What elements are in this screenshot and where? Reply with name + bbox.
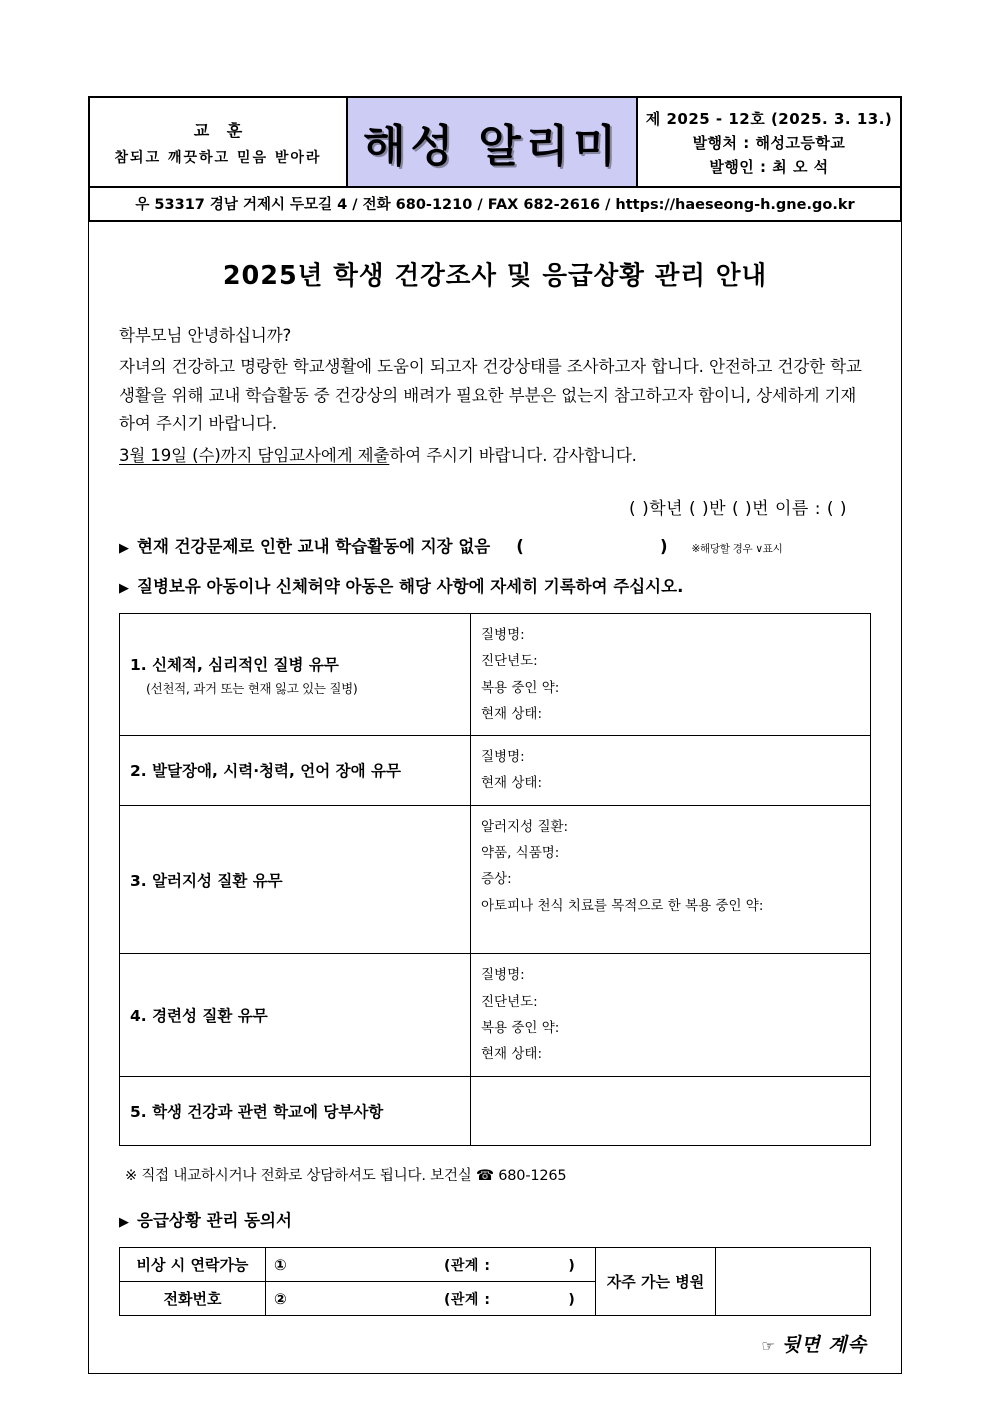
- row4-fields[interactable]: [471, 954, 871, 1076]
- health-office-note: ※ 직접 내교하시거나 전화로 상담하셔도 됩니다. 보건실 ☎ 680-1265: [125, 1168, 567, 1185]
- emergency-contact-1[interactable]: [266, 1248, 596, 1282]
- row3-fields[interactable]: [471, 805, 871, 954]
- motto-title: 교 훈: [193, 120, 249, 140]
- continue-text: 뒷면 계속: [781, 1334, 867, 1357]
- triangle-right-icon: ▶: [119, 540, 129, 556]
- field-line[interactable]: 복용 중인 약:: [481, 1019, 560, 1036]
- row-label: [120, 736, 471, 806]
- consent-section-heading: [119, 1207, 871, 1231]
- motto-text: 참되고 깨끗하고 믿음 받아라: [114, 149, 322, 166]
- field-line[interactable]: 진단년도:: [481, 993, 538, 1010]
- entry2-number: ②: [274, 1289, 287, 1308]
- issuer: 발행인 : 최 오 석: [709, 157, 829, 176]
- row2-fields[interactable]: [471, 736, 871, 806]
- intro-paragraph: 자녀의 건강하고 명랑한 학교생활에 도움이 되고자 건강상태를 조사하고자 합니다. 안전하고 건강한 학교생활을 위해 교내 학습활동 중 건강상의 배려가 필요한 부분은 없는지 참고하고자 함이니, 상세하게 기재하여 주시기 바랍니다.: [119, 357, 862, 434]
- emergency-label-line2: 전화번호: [120, 1282, 266, 1316]
- school-address-bar: 우 53317 경남 거제시 두모길 4 / 전화 680-1210 / FAX 682-2616 / https://haeseong-h.gne.go.kr: [88, 188, 902, 222]
- issue-number: 제 2025 - 12호 (2025. 3. 13.): [645, 109, 893, 128]
- table-row: [120, 1248, 871, 1282]
- field-line[interactable]: 진단년도:: [481, 653, 538, 670]
- entry1-number: ①: [274, 1255, 287, 1274]
- field-spacer: [481, 919, 860, 945]
- deadline-rest: 하여 주시기 바랍니다. 감사합니다.: [389, 445, 637, 465]
- bullet1-note: ※해당할 경우 ∨표시: [691, 542, 783, 555]
- hospital-value-field[interactable]: [716, 1248, 871, 1316]
- health-survey-table: [119, 613, 871, 1146]
- newsletter-page: [88, 96, 902, 1374]
- row3-label: 3. 알러지성 질환 유무: [130, 871, 283, 890]
- row-label: [120, 613, 471, 735]
- field-line[interactable]: 아토피나 천식 치료를 목적으로 한 복용 중인 약:: [481, 897, 764, 914]
- emergency-contact-2[interactable]: [266, 1282, 596, 1316]
- bullet-no-health-issue: [119, 533, 871, 557]
- bullet1-text: 현재 건강문제로 인한 교내 학습활동에 지장 없음: [137, 536, 491, 556]
- row-label: [120, 954, 471, 1076]
- field-line[interactable]: 질병명:: [481, 749, 525, 766]
- row-label: [120, 1076, 471, 1146]
- deadline-underlined: 3월 19일 (수)까지 담임교사에게 제출: [119, 445, 390, 465]
- field-line[interactable]: 질병명:: [481, 626, 525, 643]
- field-line[interactable]: 알러지성 질환:: [481, 818, 569, 835]
- row1-fields[interactable]: [471, 613, 871, 735]
- bullet2-text: 질병보유 아동이나 신체허약 아동은 해당 사항에 자세히 기록하여 주십시오.: [137, 576, 684, 596]
- row5-label: 5. 학생 건강과 관련 학교에 당부사항: [130, 1102, 384, 1121]
- field-line[interactable]: 현재 상태:: [481, 1046, 543, 1063]
- emergency-contact-table: [119, 1247, 871, 1316]
- newsletter-banner: [348, 98, 638, 186]
- triangle-right-icon: ▶: [119, 580, 129, 596]
- field-line[interactable]: 약품, 식품명:: [481, 845, 560, 862]
- triangle-right-icon: ▶: [119, 1215, 129, 1231]
- row1-sublabel: (선천적, 과거 또는 현재 잃고 있는 질병): [146, 680, 358, 696]
- field-line[interactable]: 질병명:: [481, 967, 525, 984]
- table-row: [120, 954, 871, 1076]
- consent-heading-text: 응급상황 관리 동의서: [137, 1211, 292, 1231]
- page-title: 2025년 학생 건강조사 및 응급상황 관리 안내: [222, 261, 768, 291]
- publisher: 발행처 : 해성고등학교: [692, 133, 846, 152]
- relation-field-2[interactable]: (관계 : ): [444, 1291, 576, 1308]
- student-id-line: ( )학년 ( )반 ( )번 이름 : ( ): [629, 498, 847, 519]
- table-row: [120, 736, 871, 806]
- row5-fields[interactable]: [471, 1076, 871, 1146]
- checkbox-field[interactable]: ( ): [516, 536, 680, 556]
- emergency-label-line1: 비상 시 연락가능: [120, 1248, 266, 1282]
- row4-label: 4. 경련성 질환 유무: [130, 1006, 268, 1025]
- continued-on-back-note: [119, 1330, 867, 1357]
- field-line[interactable]: 현재 상태:: [481, 705, 543, 722]
- row-label: [120, 805, 471, 954]
- table-row: [120, 613, 871, 735]
- pointing-hand-icon: ☞: [761, 1337, 776, 1356]
- field-line[interactable]: 증상:: [481, 871, 512, 888]
- field-line[interactable]: 현재 상태:: [481, 775, 543, 792]
- masthead: [88, 96, 902, 188]
- relation-field-1[interactable]: (관계 : ): [444, 1257, 576, 1274]
- issue-info-cell: [638, 98, 900, 186]
- table-row: [120, 805, 871, 954]
- bullet-record-instruction: [119, 573, 871, 597]
- intro-text: [119, 322, 871, 470]
- intro-greeting: 학부모님 안녕하십니까?: [119, 326, 292, 345]
- field-line[interactable]: 복용 중인 약:: [481, 679, 560, 696]
- field-spacer: [481, 1085, 860, 1111]
- field-spacer: [481, 1111, 860, 1137]
- document-body: [88, 222, 902, 1374]
- intro-deadline: [119, 442, 871, 470]
- banner-title: 해성 알리미: [363, 121, 621, 172]
- row2-label: 2. 발달장애, 시력·청력, 언어 장애 유무: [130, 762, 401, 781]
- table-row: [120, 1076, 871, 1146]
- row1-label: 1. 신체적, 심리적인 질병 유무: [130, 655, 339, 674]
- school-motto-cell: [90, 98, 348, 186]
- hospital-label: 자주 가는 병원: [596, 1248, 716, 1316]
